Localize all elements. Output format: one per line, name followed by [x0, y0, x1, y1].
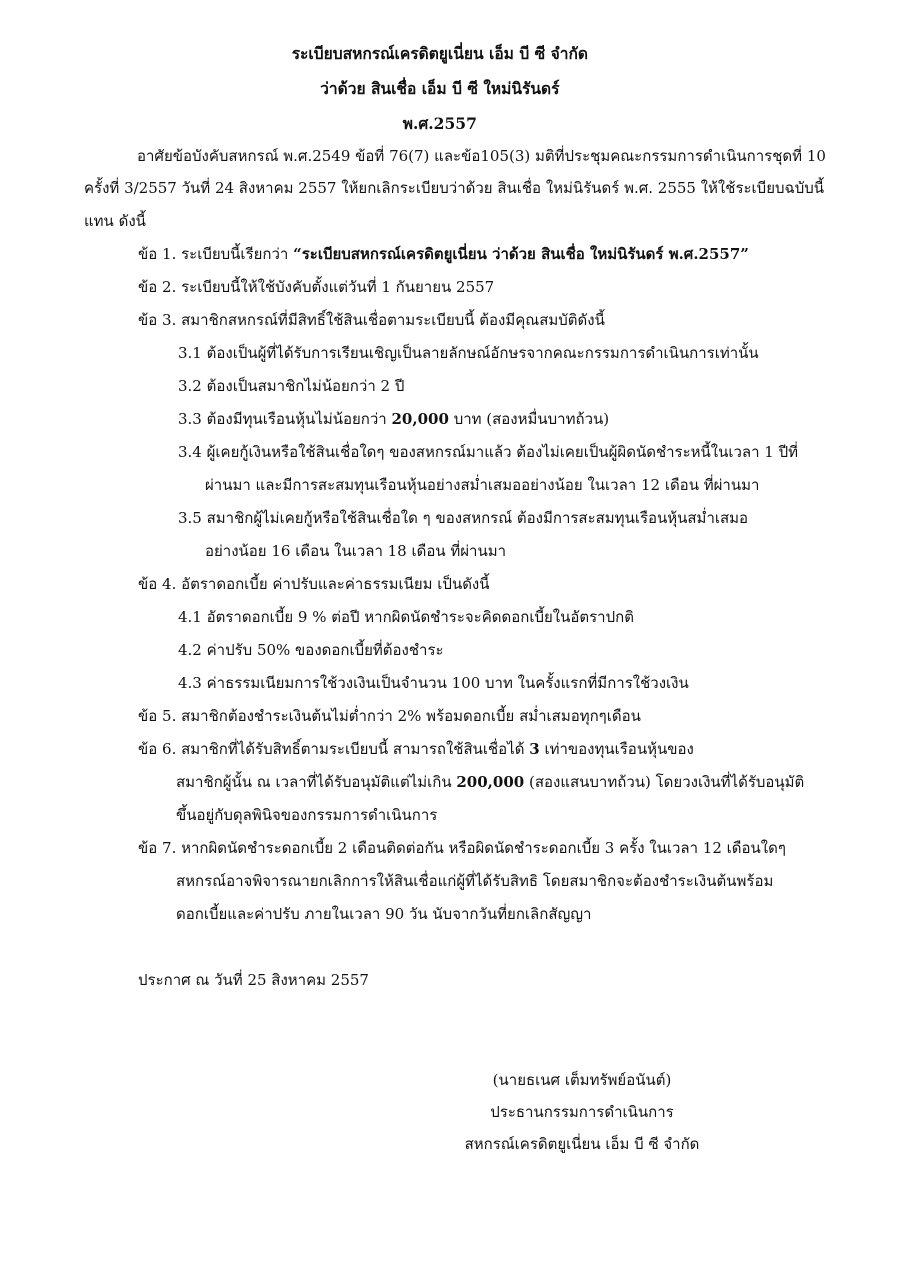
document-subtitle: ว่าด้วย สินเชื่อ เอ็ม บี ซี ใหม่นิรันดร์	[320, 79, 560, 98]
document-title: ระเบียบสหกรณ์เครดิตยูเนี่ยน เอ็ม บี ซี จำกัด	[291, 44, 588, 63]
clause-4-item-2: 4.2 ค่าปรับ 50% ของดอกเบี้ยที่ต้องชำระ	[178, 641, 444, 659]
clause-3-item-4-line-2: ผ่านมา และมีการสะสมทุนเรือนหุ้นอย่างสม่ำเสมออย่างน้อย ในเวลา 12 เดือน ที่ผ่านมา	[205, 476, 760, 494]
signatory-position: ประธานกรรมการดำเนินการ	[490, 1103, 674, 1121]
clause-6-line-3: ขึ้นอยู่กับดุลพินิจของกรรมการดำเนินการ	[176, 806, 438, 824]
clause-6-line-2-post: (สองแสนบาทถ้วน) โดยวงเงินที่ได้รับอนุมัติ	[524, 773, 805, 791]
preamble-line-2: ครั้งที่ 3/2557 วันที่ 24 สิงหาคม 2557 ให้ยกเลิกระเบียบว่าด้วย สินเชื่อ ใหม่นิรันดร์ พ.ศ. 2555 ให้ใช้ระเบียบฉบับนี้	[84, 179, 825, 197]
clause-6-line-2-pre: สมาชิกผู้นั้น ณ เวลาที่ได้รับอนุมัติแต่ไม่เกิน	[176, 773, 457, 791]
clause-3-item-2: 3.2 ต้องเป็นสมาชิกไม่น้อยกว่า 2 ปี	[178, 377, 405, 395]
clause-7-line-2: สหกรณ์อาจพิจารณายกเลิกการให้สินเชื่อแก่ผู้ที่ได้รับสิทธิ โดยสมาชิกจะต้องชำระเงินต้นพร้อม	[176, 872, 774, 890]
clause-6-multiplier: 3	[529, 740, 540, 758]
clause-3-heading: ข้อ 3. สมาชิกสหกรณ์ที่มีสิทธิ์ใช้สินเชื่อตามระเบียบนี้ ต้องมีคุณสมบัติดังนี้	[138, 311, 605, 329]
clause-6-line-1-pre: ข้อ 6. สมาชิกที่ได้รับสิทธิ์ตามระเบียบนี้ สามารถใช้สินเชื่อได้	[138, 740, 530, 758]
clause-3-item-3-amount: 20,000	[391, 410, 449, 428]
clause-7-line-1: ข้อ 7. หากผิดนัดชำระดอกเบี้ย 2 เดือนติดต่อกัน หรือผิดนัดชำระดอกเบี้ย 3 ครั้ง ในเวลา 12 เดือนใดๆ	[138, 839, 786, 857]
signatory-name: (นายธเนศ เต็มทรัพย์อนันต์)	[492, 1071, 672, 1089]
document-year: พ.ศ.2557	[402, 114, 477, 133]
clause-3-item-3-pre: 3.3 ต้องมีทุนเรือนหุ้นไม่น้อยกว่า	[178, 410, 392, 428]
clause-4-heading: ข้อ 4. อัตราดอกเบี้ย ค่าปรับและค่าธรรมเนียม เป็นดังนี้	[138, 575, 490, 593]
clause-7-line-3: ดอกเบี้ยและค่าปรับ ภายในเวลา 90 วัน นับจากวันที่ยกเลิกสัญญา	[176, 905, 592, 923]
clause-2: ข้อ 2. ระเบียบนี้ให้ใช้บังคับตั้งแต่วันที่ 1 กันยายน 2557	[138, 278, 495, 296]
clause-1	[138, 242, 749, 266]
clause-6-line-1-post: เท่าของทุนเรือนหุ้นของ	[539, 740, 694, 758]
clause-4-item-3: 4.3 ค่าธรรมเนียมการใช้วงเงินเป็นจำนวน 100 บาท ในครั้งแรกที่มีการใช้วงเงิน	[178, 674, 689, 692]
clause-3-item-1: 3.1 ต้องเป็นผู้ที่ได้รับการเรียนเชิญเป็นลายลักษณ์อักษรจากคณะกรรมการดำเนินการเท่านั้น	[178, 344, 759, 362]
announcement-date: ประกาศ ณ วันที่ 25 สิงหาคม 2557	[138, 971, 369, 989]
clause-3-item-3-post: บาท (สองหมื่นบาทถ้วน)	[448, 410, 610, 428]
clause-6-line-2	[176, 770, 804, 794]
clause-3-item-3	[178, 407, 609, 431]
clause-3-item-4-line-1: 3.4 ผู้เคยกู้เงินหรือใช้สินเชื่อใดๆ ของสหกรณ์มาแล้ว ต้องไม่เคยเป็นผู้ผิดนัดชำระหนี้ในเวลา 1 ปีที่	[178, 443, 799, 461]
clause-1-regulation-name: “ระเบียบสหกรณ์เครดิตยูเนี่ยน ว่าด้วย สินเชื่อ ใหม่นิรันดร์ พ.ศ.2557”	[293, 245, 749, 263]
clause-6-max-amount: 200,000	[456, 773, 525, 791]
signatory-organization: สหกรณ์เครดิตยูเนี่ยน เอ็ม บี ซี จำกัด	[464, 1135, 700, 1153]
preamble-line-1: อาศัยข้อบังคับสหกรณ์ พ.ศ.2549 ข้อที่ 76(7) และข้อ105(3) มติที่ประชุมคณะกรรมการดำเนินการชุดที่ 10	[137, 147, 826, 165]
clause-5: ข้อ 5. สมาชิกต้องชำระเงินต้นไม่ต่ำกว่า 2% พร้อมดอกเบี้ย สม่ำเสมอทุกๆเดือน	[138, 707, 641, 725]
clause-6-line-1	[138, 737, 694, 761]
clause-3-item-5-line-1: 3.5 สมาชิกผู้ไม่เคยกู้หรือใช้สินเชื่อใด ๆ ของสหกรณ์ ต้องมีการสะสมทุนเรือนหุ้นสม่ำเสมอ	[178, 509, 749, 527]
clause-3-item-5-line-2: อย่างน้อย 16 เดือน ในเวลา 18 เดือน ที่ผ่านมา	[205, 542, 507, 560]
preamble-line-3: แทน ดังนี้	[84, 212, 146, 230]
clause-4-item-1: 4.1 อัตราดอกเบี้ย 9 % ต่อปี หากผิดนัดชำระจะคิดดอกเบี้ยในอัตราปกติ	[178, 608, 634, 626]
clause-1-prefix: ข้อ 1. ระเบียบนี้เรียกว่า	[138, 245, 294, 263]
